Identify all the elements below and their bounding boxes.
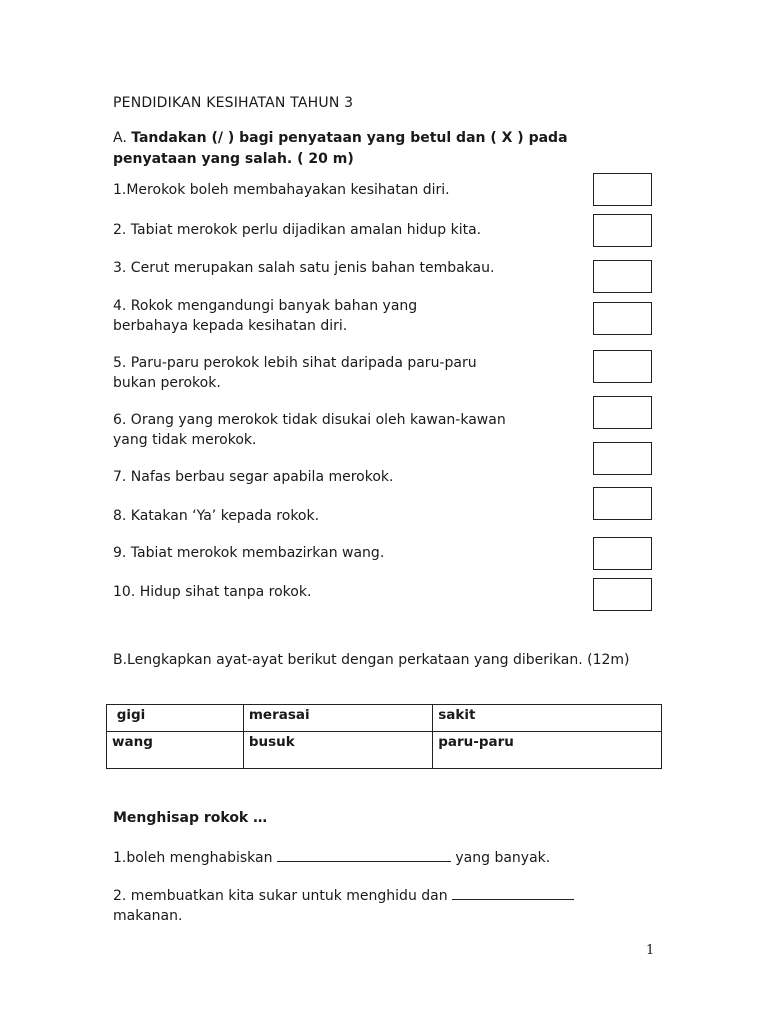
answer-box-3[interactable]	[593, 260, 652, 293]
question-2	[113, 220, 553, 240]
question-10-text: 10. Hidup sihat tanpa rokok.	[113, 584, 312, 600]
question-9-text: 9. Tabiat merokok membazirkan wang.	[113, 545, 385, 561]
word-bank-table	[106, 704, 662, 769]
word-bank-cell: busuk	[243, 732, 432, 769]
fill-item-2-line2: makanan.	[113, 908, 183, 924]
answer-box-7[interactable]	[593, 442, 652, 475]
answer-box-2[interactable]	[593, 214, 652, 247]
fill-item-2	[113, 886, 633, 926]
fill-item-1-after: yang banyak.	[450, 850, 551, 866]
word-bank-cell: sakit	[433, 705, 662, 732]
section-a-label: A.	[113, 130, 132, 146]
word-bank-cell: gigi	[107, 705, 244, 732]
section-a-instruction-text: Tandakan (/ ) bagi penyataan yang betul dan ( X ) pada penyataan yang salah. ( 20 m)	[113, 130, 568, 167]
word-bank-cell: wang	[107, 732, 244, 769]
question-8	[113, 506, 553, 526]
worksheet-title: PENDIDIKAN KESIHATAN TAHUN 3	[113, 95, 354, 111]
question-4-text-line2: berbahaya kepada kesihatan diri.	[113, 318, 348, 334]
question-5	[113, 353, 553, 393]
question-2-text: 2. Tabiat merokok perlu dijadikan amalan hidup kita.	[113, 222, 482, 238]
fill-item-1-before: 1.boleh menghabiskan	[113, 850, 277, 866]
answer-box-8[interactable]	[593, 487, 652, 520]
word-bank-row	[107, 705, 662, 732]
question-10	[113, 582, 553, 602]
page-number: 1	[646, 943, 655, 958]
section-a-instruction	[113, 128, 573, 170]
question-4	[113, 296, 553, 336]
question-1	[113, 180, 553, 200]
section-b-subheading: Menghisap rokok …	[113, 810, 268, 826]
answer-box-5[interactable]	[593, 350, 652, 383]
question-9	[113, 543, 553, 563]
fill-blank-2[interactable]	[452, 886, 574, 900]
answer-box-10[interactable]	[593, 578, 652, 611]
question-7-text: 7. Nafas berbau segar apabila merokok.	[113, 469, 394, 485]
answer-box-4[interactable]	[593, 302, 652, 335]
answer-box-9[interactable]	[593, 537, 652, 570]
question-7	[113, 467, 553, 487]
question-6-text-line2: yang tidak merokok.	[113, 432, 257, 448]
question-4-text-line1: 4. Rokok mengandungi banyak bahan yang	[113, 298, 418, 314]
answer-box-1[interactable]	[593, 173, 652, 206]
fill-item-1	[113, 848, 633, 868]
word-bank-row	[107, 732, 662, 769]
question-3-text: 3. Cerut merupakan salah satu jenis bahan tembakau.	[113, 260, 495, 276]
section-b-instruction: B.Lengkapkan ayat-ayat berikut dengan perkataan yang diberikan. (12m)	[113, 652, 630, 668]
question-5-text-line2: bukan perokok.	[113, 375, 221, 391]
word-bank-cell: paru-paru	[433, 732, 662, 769]
question-8-text: 8. Katakan ‘Ya’ kepada rokok.	[113, 508, 320, 524]
fill-blank-1[interactable]	[277, 848, 451, 862]
question-6-text-line1: 6. Orang yang merokok tidak disukai oleh kawan-kawan	[113, 412, 506, 428]
question-3	[113, 258, 553, 278]
question-1-text: 1.Merokok boleh membahayakan kesihatan diri.	[113, 182, 450, 198]
word-bank-cell: merasai	[243, 705, 432, 732]
answer-box-6[interactable]	[593, 396, 652, 429]
question-5-text-line1: 5. Paru-paru perokok lebih sihat daripada paru-paru	[113, 355, 477, 371]
question-6	[113, 410, 553, 450]
fill-item-2-before: 2. membuatkan kita sukar untuk menghidu dan	[113, 888, 453, 904]
